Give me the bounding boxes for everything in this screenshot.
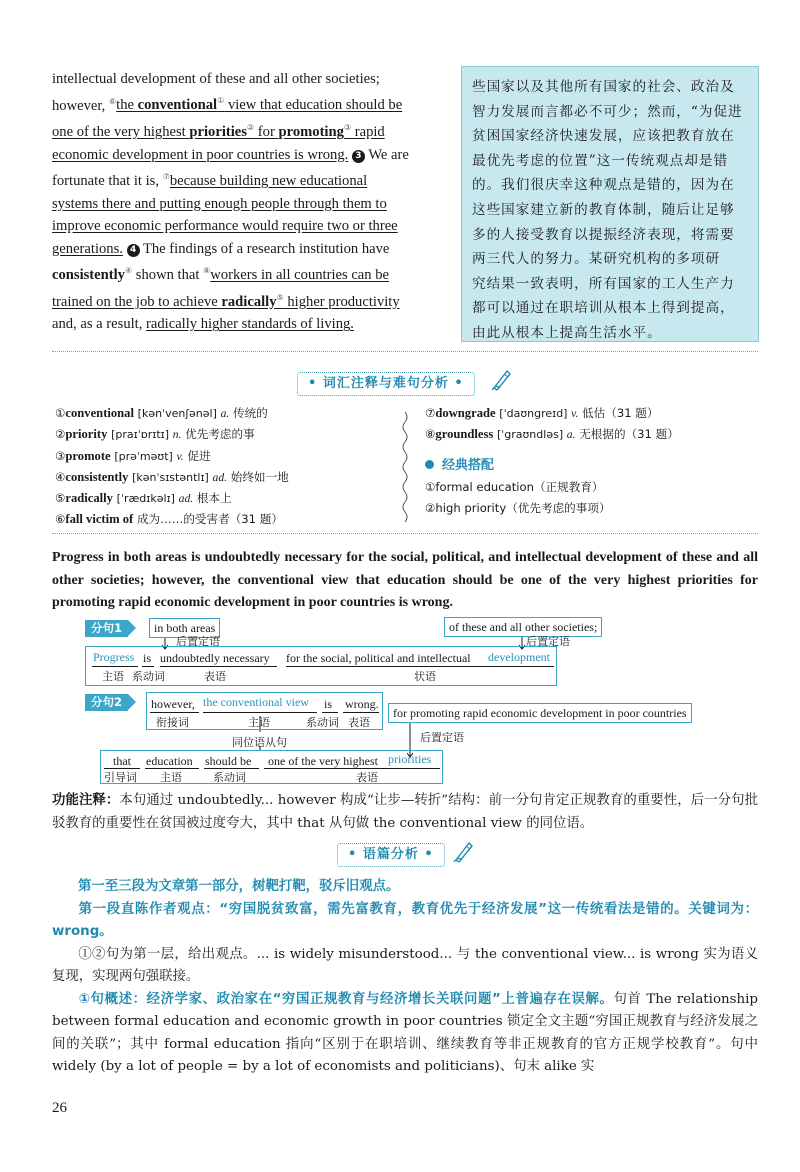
translation-line: 究结果一致表明，所有国家的工人生产力 [472,275,735,292]
classic-collocation-list [425,477,611,520]
passage-line: systems there and putting enough people through them to [52,195,387,212]
clause2-subject: the conventional view [203,695,309,709]
clause1-attr-box: of these and all other societies; [444,617,602,637]
underlined-text: radically higher standards of living. [146,316,354,333]
text: We are [368,146,409,163]
underlined-text: generations. [52,240,123,257]
text: trained on the job to achieve [52,293,218,310]
vocab-list-right [425,403,755,446]
vocab-marker: ① [217,96,225,106]
collocation-item: ②high priority（优先考虑的事项） [425,501,611,516]
label-post-attr: 后置定语 [420,731,464,744]
clause1-predicative: undoubtedly necessary [160,651,270,665]
passage-line [52,313,454,336]
text: ①句概述：经济学家、政治家在“穷国正规教育与经济增长关联问题”上普遍存在误解。 [78,992,614,1007]
vocab-word: consistently [65,469,129,484]
underlined-text [116,97,402,113]
text: and, as a result, [52,316,143,333]
label-predicative: 表语 [204,670,226,683]
vocab-pos: n. [172,428,182,442]
vocab-word: fall victim of [65,512,134,527]
underlined-text: workers in all countries can be [210,267,389,284]
bullet-icon [425,460,434,469]
vocab-phonetic: [kənˈvenʃənəl] [137,407,217,420]
underline [343,712,379,713]
passage-line: intellectual development of these and all other societies; [52,71,380,87]
vocab-marker: ③ [343,123,352,133]
translation-line: 最优先考虑的位置”这一传统观点却是错 [472,152,729,169]
divider [52,533,758,534]
vocab-word: radically [221,293,277,310]
text: 经典搭配 [442,458,495,473]
vocab-number: ② [55,427,66,442]
note-text: 本句通过 undoubtedly... however 构成“让步—转折”结构：前一分句肯定正规教育的重要性，后一分句批驳教育的重要性在贫国被过度夸大，其中 that 从句做 the conventional view 的同位语。 [52,793,759,831]
label-subject: 主语 [248,716,270,729]
vocab-pos: ad. [212,470,228,484]
vocab-section-title: • 词汇注释与难句分析 • [297,372,475,396]
pen-icon [490,366,512,392]
clause2-link: is [324,697,333,711]
text: the [116,97,134,114]
text: fortunate that it is, [52,172,159,189]
collocation-item: ①formal education（正规教育） [425,480,604,494]
underline [264,768,440,769]
underline [286,666,554,667]
sentence-marker: ⑥ [108,96,117,106]
underlined-text: because building new educational [169,172,368,189]
divider [52,351,758,352]
passage-line [52,144,454,167]
underline [160,666,277,667]
translation-line: 多的人接受教育以提振经济表现，将需要 [472,226,735,243]
vocab-meaning: 低估（31 题） [582,406,659,420]
analysis-paragraph [52,876,758,898]
translation-line: 由此从根本上提高生活水平。 [472,324,662,341]
clause2-attr-box: for promoting rapid economic development in poor countries [388,703,692,723]
label-link-verb: 系动词 [132,670,165,683]
appos-predicative: one of the very highest [268,754,378,768]
discourse-section-title: • 语篇分析 • [337,843,445,867]
sentence-marker: ⑦ [162,172,170,182]
underline [142,666,154,667]
analysis-paragraph [52,989,758,1078]
clause1-adverbial: for the social, political and intellectual [286,651,471,665]
vocab-word: downgrade [435,406,496,420]
vocab-pos: a. [220,407,230,420]
vocab-word: promoting [278,123,344,140]
text: however, [52,97,106,114]
underlined-text: economic development in poor countries is wrong. [52,146,349,163]
vocab-number: ⑦ [425,406,436,420]
vocab-marker: ④ [124,266,133,276]
passage-line [52,117,454,143]
passage-line [52,260,454,286]
vocab-item [55,467,395,488]
vocab-number: ⑧ [425,427,436,442]
text: higher productivity [287,293,400,310]
vocab-meaning: 始终如一地 [230,469,289,484]
vocab-word: radically [65,491,113,506]
label-subject: 主语 [160,771,182,784]
vocab-item [55,424,395,445]
label-link-verb: 系动词 [306,716,339,729]
vocab-word: promote [65,448,111,463]
vocab-phonetic: [praɪˈɒrɪtɪ] [111,428,170,442]
passage-line [52,238,454,261]
text: The findings of a research institution have [142,240,390,257]
appos-intro: that [113,754,131,768]
label-subject: 主语 [102,670,124,683]
vocab-word: consistently [52,267,125,284]
vocab-number: ④ [55,469,66,484]
divider-chain [400,412,410,522]
text: 第一段直陈作者观点：“穷国脱贫致富，需先富教育，教育优先于经济发展”这一传统看法是错的。关键词为：wrong。 [52,902,758,940]
difficult-sentence: Progress in both areas is undoubtedly necessary for the social, political, and intellectual development of these and all other societies; however, the conventional view that education should be one of the very highest priorities for promoting rapid economic development in poor countries is wrong. [52,550,758,610]
vocab-number: ③ [55,448,66,463]
page-number: 26 [52,1100,67,1116]
classic-collocation-title [425,454,494,473]
vocab-item [55,446,395,467]
vocab-meaning: 无根据的（31 题） [579,427,679,442]
translation-line: 两三代人的努力。某研究机构的多项研 [472,251,721,268]
passage-english [52,68,454,336]
clause1-development: development [488,650,550,664]
vocab-pos: v. [571,407,579,420]
translation-line: 都可以通过在职培训从根本上得到提高， [472,300,735,317]
vocab-word: groundless [435,427,494,442]
translation-line: 智力发展而言都必不可少；然而，“为促进 [472,103,743,120]
text: for [257,123,275,140]
vocab-meaning: 促进 [187,448,211,463]
clause1-link: is [143,651,152,665]
vocab-item [55,488,395,509]
text: rapid [354,123,385,140]
vocab-number: ⑥ [55,512,66,527]
label-predicative: 表语 [348,716,370,729]
vocab-word: priority [65,427,108,442]
underlined-text [52,294,400,310]
vocab-phonetic: [kənˈsɪstəntlɪ] [132,470,209,484]
appos-priorities: priorities [388,752,432,766]
appos-link: should be [205,754,252,768]
text: 句首 The relationship between formal education and economic growth in poor countries 锁定全文主题“穷国正规教育与经济发展之间的关联”；其中 formal education 指向“区别于在职培训、继续教育等非正规教育的官方正规学校教育”。句中 widely (by a lot of people = by a lot of economists and politicians)、句末 alike 实 [52,992,758,1074]
clause2-conjunct: however, [151,697,195,711]
label-appositive-clause: 同位语从句 [232,736,287,749]
function-note [52,790,758,835]
translation-line: 些国家以及其他所有国家的社会、政治及 [472,79,735,95]
pen-icon [452,838,474,864]
passage-line [52,287,454,313]
sentence-marker: ⑧ [203,266,211,276]
label-post-attr: 后置定语 [176,635,220,648]
vocab-meaning: 优先考虑的事 [185,427,255,442]
passage-line [52,166,454,192]
translation-line: 的。我们很庆幸这种观点是错的，因为在 [472,177,735,194]
vocab-word: priorities [189,123,247,140]
vocab-meaning: 传统的 [232,406,268,420]
vocab-phonetic: [prəˈməʊt] [114,449,173,463]
text: shown that [135,267,200,284]
clause1-tag: 分句1 [85,620,128,637]
vocab-item [55,509,395,530]
sentence-number-badge: 3 [352,150,365,163]
text: one of the very highest [52,123,186,140]
label-adverbial: 状语 [414,670,436,683]
vocab-phonetic: [ˈgraʊndləs] [496,428,564,442]
vocab-phonetic: [ˈrædɪkəlɪ] [116,492,175,506]
clause1-subject: Progress [93,650,135,664]
translation-line: 贫困国家经济快速发展，应该把教育放在 [472,128,735,145]
vocab-phonetic: [ˈdaʊngreɪd] [499,407,568,420]
passage-line: improve economic performance would require two or three [52,218,398,235]
label-conjunct: 衔接词 [156,716,189,729]
clause2-predicative: wrong. [345,697,379,711]
underlined-text [52,124,385,140]
translation-box [461,66,759,342]
analysis-paragraph [52,899,758,944]
label-intro-word: 引导词 [104,771,137,784]
passage-line [52,91,454,117]
sentence-number-badge: 4 [127,244,140,257]
label-link-verb: 系动词 [213,771,246,784]
note-label: 功能注释： [52,793,120,808]
vocab-list-left [55,403,395,531]
vocab-marker: ⑤ [276,292,284,302]
clause2-tag: 分句2 [85,694,128,711]
vocab-pos: ad. [178,492,194,506]
appos-subject: education [146,754,193,768]
vocab-marker: ② [246,123,255,133]
clause1-attr-box: in both areas [149,618,220,638]
text: ①②句为第一层，给出观点。... is widely misunderstood... 与 the conventional view... is wrong 实为语义复现，实现两句强联接。 [52,947,758,985]
vocab-word: conventional [137,97,218,114]
vocab-item [425,424,755,445]
underline [322,712,338,713]
vocab-pos: v. [176,449,184,463]
vocab-number: ⑤ [55,491,66,506]
vocab-item [55,403,395,424]
text: 第一至三段为文章第一部分，树靶打靶，驳斥旧观点。 [78,879,400,894]
underline [150,712,199,713]
text: view that education should be [227,97,403,114]
vocab-pos: a. [566,428,576,442]
vocab-meaning: 成为……的受害者（31 题） [136,512,283,527]
translation-line: 这些国家建立新的教育体制，随后让足够 [472,201,735,218]
vocab-number: ① [55,406,66,420]
vocab-word: conventional [65,406,134,420]
analysis-paragraph [52,944,758,989]
underline [203,712,317,713]
label-predicative: 表语 [356,771,378,784]
underline [92,666,138,667]
vocab-item [425,403,755,424]
vocab-meaning: 根本上 [196,491,232,506]
label-post-attr: 后置定语 [526,635,570,648]
